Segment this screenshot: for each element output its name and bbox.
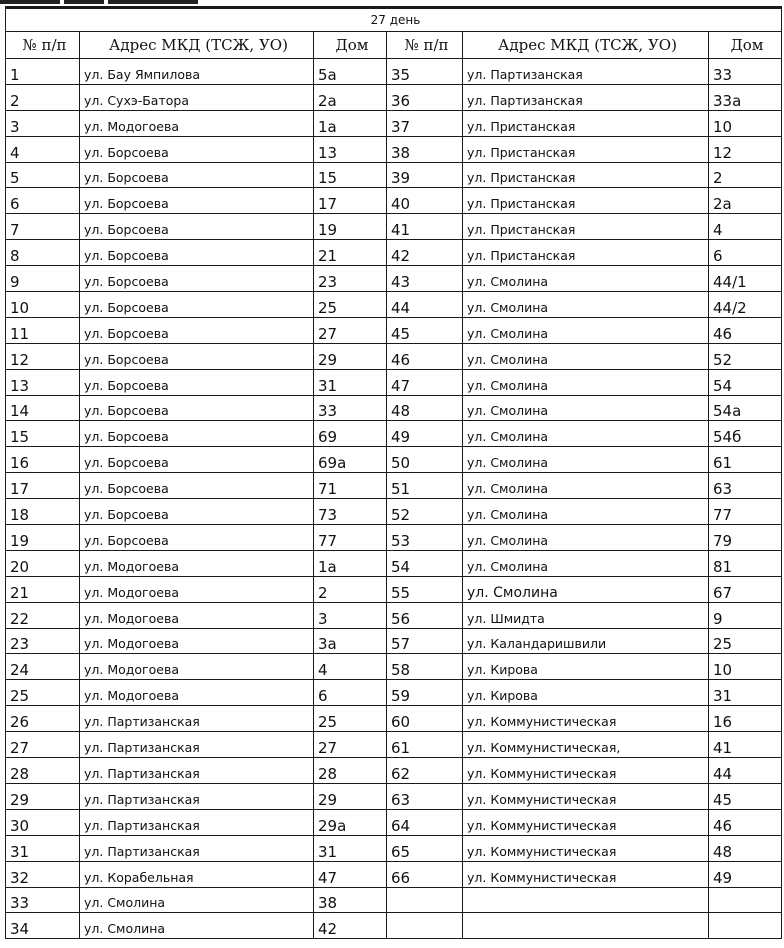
address-right: ул. Коммунистическая bbox=[463, 861, 709, 887]
header-house-right: Дом bbox=[709, 32, 782, 59]
table-row bbox=[6, 913, 782, 939]
house-left: 38 bbox=[314, 887, 387, 913]
address-right: ул. Смолина bbox=[463, 550, 709, 576]
address-right bbox=[463, 887, 709, 913]
table-row bbox=[6, 395, 782, 421]
house-right: 25 bbox=[709, 628, 782, 654]
row-number-left: 20 bbox=[6, 550, 80, 576]
row-number-right: 47 bbox=[387, 369, 463, 395]
row-number-right bbox=[387, 913, 463, 939]
row-number-left: 21 bbox=[6, 576, 80, 602]
header-num-left: № п/п bbox=[6, 32, 80, 59]
house-left: 25 bbox=[314, 292, 387, 318]
row-number-right: 54 bbox=[387, 550, 463, 576]
address-right: ул. Партизанская bbox=[463, 59, 709, 85]
house-left: 47 bbox=[314, 861, 387, 887]
address-left: ул. Борсоева bbox=[80, 421, 314, 447]
address-right bbox=[463, 913, 709, 939]
house-left: 15 bbox=[314, 162, 387, 188]
house-left: 42 bbox=[314, 913, 387, 939]
house-right: 52 bbox=[709, 343, 782, 369]
house-right: 54а bbox=[709, 395, 782, 421]
house-right: 79 bbox=[709, 525, 782, 551]
address-right: ул. Смолина bbox=[463, 343, 709, 369]
table-row bbox=[6, 421, 782, 447]
address-left: ул. Модогоева bbox=[80, 654, 314, 680]
house-right: 12 bbox=[709, 136, 782, 162]
row-number-left: 19 bbox=[6, 525, 80, 551]
day-title: 27 день bbox=[6, 8, 782, 32]
row-number-left: 17 bbox=[6, 473, 80, 499]
house-right bbox=[709, 913, 782, 939]
address-left: ул. Борсоева bbox=[80, 343, 314, 369]
house-left: 29 bbox=[314, 343, 387, 369]
row-number-left: 9 bbox=[6, 266, 80, 292]
address-left: ул. Партизанская bbox=[80, 732, 314, 758]
address-left: ул. Партизанская bbox=[80, 809, 314, 835]
row-number-right: 45 bbox=[387, 317, 463, 343]
row-number-right: 63 bbox=[387, 783, 463, 809]
house-right: 33а bbox=[709, 84, 782, 110]
address-left: ул. Борсоева bbox=[80, 499, 314, 525]
row-number-right: 39 bbox=[387, 162, 463, 188]
house-right: 54 bbox=[709, 369, 782, 395]
address-right: ул. Смолина bbox=[463, 266, 709, 292]
house-left: 73 bbox=[314, 499, 387, 525]
row-number-right: 44 bbox=[387, 292, 463, 318]
address-right: ул. Смолина bbox=[463, 576, 709, 602]
address-left: ул. Борсоева bbox=[80, 473, 314, 499]
table-row bbox=[6, 214, 782, 240]
house-right: 48 bbox=[709, 835, 782, 861]
row-number-left: 34 bbox=[6, 913, 80, 939]
address-right: ул. Коммунистическая bbox=[463, 758, 709, 784]
row-number-right: 57 bbox=[387, 628, 463, 654]
address-left: ул. Борсоева bbox=[80, 266, 314, 292]
table-row bbox=[6, 525, 782, 551]
address-right: ул. Коммунистическая bbox=[463, 783, 709, 809]
row-number-right: 51 bbox=[387, 473, 463, 499]
table-row bbox=[6, 809, 782, 835]
house-right: 16 bbox=[709, 706, 782, 732]
row-number-left: 33 bbox=[6, 887, 80, 913]
house-left: 6 bbox=[314, 680, 387, 706]
house-right: 49 bbox=[709, 861, 782, 887]
house-left: 3а bbox=[314, 628, 387, 654]
table-row bbox=[6, 861, 782, 887]
house-right: 61 bbox=[709, 447, 782, 473]
house-left: 1а bbox=[314, 110, 387, 136]
row-number-left: 26 bbox=[6, 706, 80, 732]
address-right: ул. Коммунистическая, bbox=[463, 732, 709, 758]
address-right: ул. Смолина bbox=[463, 369, 709, 395]
address-right: ул. Пристанская bbox=[463, 214, 709, 240]
house-right bbox=[709, 887, 782, 913]
address-left: ул. Бау Ямпилова bbox=[80, 59, 314, 85]
row-number-left: 28 bbox=[6, 758, 80, 784]
row-number-left: 12 bbox=[6, 343, 80, 369]
house-right: 44 bbox=[709, 758, 782, 784]
header-row bbox=[6, 32, 782, 59]
house-right: 44/1 bbox=[709, 266, 782, 292]
address-left: ул. Борсоева bbox=[80, 214, 314, 240]
address-left: ул. Партизанская bbox=[80, 835, 314, 861]
address-left: ул. Модогоева bbox=[80, 602, 314, 628]
house-right: 10 bbox=[709, 654, 782, 680]
house-left: 2 bbox=[314, 576, 387, 602]
row-number-right: 38 bbox=[387, 136, 463, 162]
row-number-right: 58 bbox=[387, 654, 463, 680]
house-right: 33 bbox=[709, 59, 782, 85]
address-left: ул. Борсоева bbox=[80, 525, 314, 551]
row-number-left: 31 bbox=[6, 835, 80, 861]
table-row bbox=[6, 343, 782, 369]
house-right: 63 bbox=[709, 473, 782, 499]
address-right: ул. Смолина bbox=[463, 525, 709, 551]
house-right: 10 bbox=[709, 110, 782, 136]
house-left: 33 bbox=[314, 395, 387, 421]
house-left: 3 bbox=[314, 602, 387, 628]
row-number-left: 32 bbox=[6, 861, 80, 887]
address-left: ул. Модогоева bbox=[80, 680, 314, 706]
row-number-left: 6 bbox=[6, 188, 80, 214]
row-number-left: 23 bbox=[6, 628, 80, 654]
house-left: 21 bbox=[314, 240, 387, 266]
row-number-right: 42 bbox=[387, 240, 463, 266]
row-number-right: 35 bbox=[387, 59, 463, 85]
row-number-left: 1 bbox=[6, 59, 80, 85]
address-left: ул. Борсоева bbox=[80, 188, 314, 214]
row-number-left: 13 bbox=[6, 369, 80, 395]
house-left: 23 bbox=[314, 266, 387, 292]
row-number-left: 27 bbox=[6, 732, 80, 758]
address-right: ул. Пристанская bbox=[463, 240, 709, 266]
address-right: ул. Пристанская bbox=[463, 136, 709, 162]
address-right: ул. Пристанская bbox=[463, 162, 709, 188]
address-left: ул. Модогоева bbox=[80, 550, 314, 576]
house-left: 31 bbox=[314, 369, 387, 395]
address-left: ул. Модогоева bbox=[80, 628, 314, 654]
address-left: ул. Борсоева bbox=[80, 395, 314, 421]
row-number-right: 50 bbox=[387, 447, 463, 473]
header-num-right: № п/п bbox=[387, 32, 463, 59]
row-number-left: 2 bbox=[6, 84, 80, 110]
address-right: ул. Смолина bbox=[463, 473, 709, 499]
row-number-left: 24 bbox=[6, 654, 80, 680]
header-address-left: Адрес МКД (ТСЖ, УО) bbox=[80, 32, 314, 59]
row-number-right: 52 bbox=[387, 499, 463, 525]
address-left: ул. Борсоева bbox=[80, 447, 314, 473]
row-number-right: 55 bbox=[387, 576, 463, 602]
table-row bbox=[6, 162, 782, 188]
row-number-left: 22 bbox=[6, 602, 80, 628]
address-left: ул. Модогоева bbox=[80, 576, 314, 602]
house-left: 27 bbox=[314, 317, 387, 343]
house-left: 13 bbox=[314, 136, 387, 162]
title-row bbox=[6, 8, 782, 32]
address-right: ул. Смолина bbox=[463, 447, 709, 473]
row-number-left: 8 bbox=[6, 240, 80, 266]
row-number-left: 15 bbox=[6, 421, 80, 447]
row-number-right: 61 bbox=[387, 732, 463, 758]
header-house-left: Дом bbox=[314, 32, 387, 59]
row-number-left: 30 bbox=[6, 809, 80, 835]
house-right: 67 bbox=[709, 576, 782, 602]
table-row bbox=[6, 758, 782, 784]
row-number-right: 36 bbox=[387, 84, 463, 110]
address-left: ул. Сухэ-Батора bbox=[80, 84, 314, 110]
table-row bbox=[6, 654, 782, 680]
row-number-left: 4 bbox=[6, 136, 80, 162]
row-number-right: 62 bbox=[387, 758, 463, 784]
table-row bbox=[6, 447, 782, 473]
row-number-left: 29 bbox=[6, 783, 80, 809]
house-right: 44/2 bbox=[709, 292, 782, 318]
house-left: 4 bbox=[314, 654, 387, 680]
row-number-right: 66 bbox=[387, 861, 463, 887]
table-row bbox=[6, 887, 782, 913]
address-right: ул. Смолина bbox=[463, 395, 709, 421]
row-number-left: 16 bbox=[6, 447, 80, 473]
house-left: 2а bbox=[314, 84, 387, 110]
row-number-left: 25 bbox=[6, 680, 80, 706]
house-right: 6 bbox=[709, 240, 782, 266]
table-row bbox=[6, 732, 782, 758]
address-left: ул. Борсоева bbox=[80, 240, 314, 266]
address-left: ул. Модогоева bbox=[80, 110, 314, 136]
address-left: ул. Борсоева bbox=[80, 292, 314, 318]
address-right: ул. Пристанская bbox=[463, 188, 709, 214]
address-left: ул. Борсоева bbox=[80, 162, 314, 188]
address-right: ул. Смолина bbox=[463, 292, 709, 318]
row-number-left: 3 bbox=[6, 110, 80, 136]
address-left: ул. Партизанская bbox=[80, 783, 314, 809]
address-schedule-table bbox=[5, 6, 782, 939]
house-left: 69 bbox=[314, 421, 387, 447]
address-right: ул. Коммунистическая bbox=[463, 706, 709, 732]
address-right: ул. Кирова bbox=[463, 654, 709, 680]
house-right: 41 bbox=[709, 732, 782, 758]
table-row bbox=[6, 240, 782, 266]
address-right: ул. Каландаришвили bbox=[463, 628, 709, 654]
house-left: 69а bbox=[314, 447, 387, 473]
house-right: 9 bbox=[709, 602, 782, 628]
house-left: 19 bbox=[314, 214, 387, 240]
table-row bbox=[6, 576, 782, 602]
house-left: 31 bbox=[314, 835, 387, 861]
house-left: 5а bbox=[314, 59, 387, 85]
row-number-right bbox=[387, 887, 463, 913]
row-number-left: 5 bbox=[6, 162, 80, 188]
house-left: 29а bbox=[314, 809, 387, 835]
house-right: 2а bbox=[709, 188, 782, 214]
house-left: 28 bbox=[314, 758, 387, 784]
row-number-left: 18 bbox=[6, 499, 80, 525]
house-left: 71 bbox=[314, 473, 387, 499]
house-right: 46 bbox=[709, 809, 782, 835]
table-row bbox=[6, 783, 782, 809]
table-row bbox=[6, 188, 782, 214]
row-number-right: 64 bbox=[387, 809, 463, 835]
house-left: 77 bbox=[314, 525, 387, 551]
address-right: ул. Шмидта bbox=[463, 602, 709, 628]
row-number-right: 59 bbox=[387, 680, 463, 706]
address-right: ул. Партизанская bbox=[463, 84, 709, 110]
address-left: ул. Корабельная bbox=[80, 861, 314, 887]
table-row bbox=[6, 499, 782, 525]
table-row bbox=[6, 473, 782, 499]
row-number-right: 46 bbox=[387, 343, 463, 369]
house-left: 17 bbox=[314, 188, 387, 214]
table-row bbox=[6, 292, 782, 318]
table-row bbox=[6, 136, 782, 162]
table-row bbox=[6, 602, 782, 628]
table-row bbox=[6, 835, 782, 861]
address-right: ул. Смолина bbox=[463, 499, 709, 525]
table-row bbox=[6, 266, 782, 292]
address-right: ул. Пристанская bbox=[463, 110, 709, 136]
address-left: ул. Смолина bbox=[80, 913, 314, 939]
row-number-left: 7 bbox=[6, 214, 80, 240]
table-row bbox=[6, 59, 782, 85]
address-right: ул. Смолина bbox=[463, 421, 709, 447]
table-row bbox=[6, 110, 782, 136]
address-left: ул. Борсоева bbox=[80, 369, 314, 395]
address-left: ул. Партизанская bbox=[80, 758, 314, 784]
house-right: 4 bbox=[709, 214, 782, 240]
house-right: 45 bbox=[709, 783, 782, 809]
row-number-left: 14 bbox=[6, 395, 80, 421]
house-left: 1а bbox=[314, 550, 387, 576]
row-number-right: 41 bbox=[387, 214, 463, 240]
row-number-right: 40 bbox=[387, 188, 463, 214]
house-right: 54б bbox=[709, 421, 782, 447]
row-number-left: 10 bbox=[6, 292, 80, 318]
address-right: ул. Коммунистическая bbox=[463, 809, 709, 835]
house-right: 81 bbox=[709, 550, 782, 576]
row-number-right: 56 bbox=[387, 602, 463, 628]
row-number-right: 60 bbox=[387, 706, 463, 732]
row-number-right: 37 bbox=[387, 110, 463, 136]
table-row bbox=[6, 680, 782, 706]
house-right: 2 bbox=[709, 162, 782, 188]
row-number-right: 53 bbox=[387, 525, 463, 551]
house-right: 31 bbox=[709, 680, 782, 706]
house-left: 29 bbox=[314, 783, 387, 809]
house-right: 46 bbox=[709, 317, 782, 343]
table-row bbox=[6, 317, 782, 343]
address-left: ул. Партизанская bbox=[80, 706, 314, 732]
row-number-right: 43 bbox=[387, 266, 463, 292]
address-left: ул. Смолина bbox=[80, 887, 314, 913]
row-number-right: 48 bbox=[387, 395, 463, 421]
address-right: ул. Кирова bbox=[463, 680, 709, 706]
table-row bbox=[6, 369, 782, 395]
address-right: ул. Коммунистическая bbox=[463, 835, 709, 861]
address-right: ул. Смолина bbox=[463, 317, 709, 343]
house-left: 25 bbox=[314, 706, 387, 732]
table-row bbox=[6, 706, 782, 732]
address-left: ул. Борсоева bbox=[80, 317, 314, 343]
house-left: 27 bbox=[314, 732, 387, 758]
house-right: 77 bbox=[709, 499, 782, 525]
header-address-right: Адрес МКД (ТСЖ, УО) bbox=[463, 32, 709, 59]
row-number-left: 11 bbox=[6, 317, 80, 343]
table-row bbox=[6, 628, 782, 654]
row-number-right: 65 bbox=[387, 835, 463, 861]
address-left: ул. Борсоева bbox=[80, 136, 314, 162]
row-number-right: 49 bbox=[387, 421, 463, 447]
table-row bbox=[6, 550, 782, 576]
table-row bbox=[6, 84, 782, 110]
